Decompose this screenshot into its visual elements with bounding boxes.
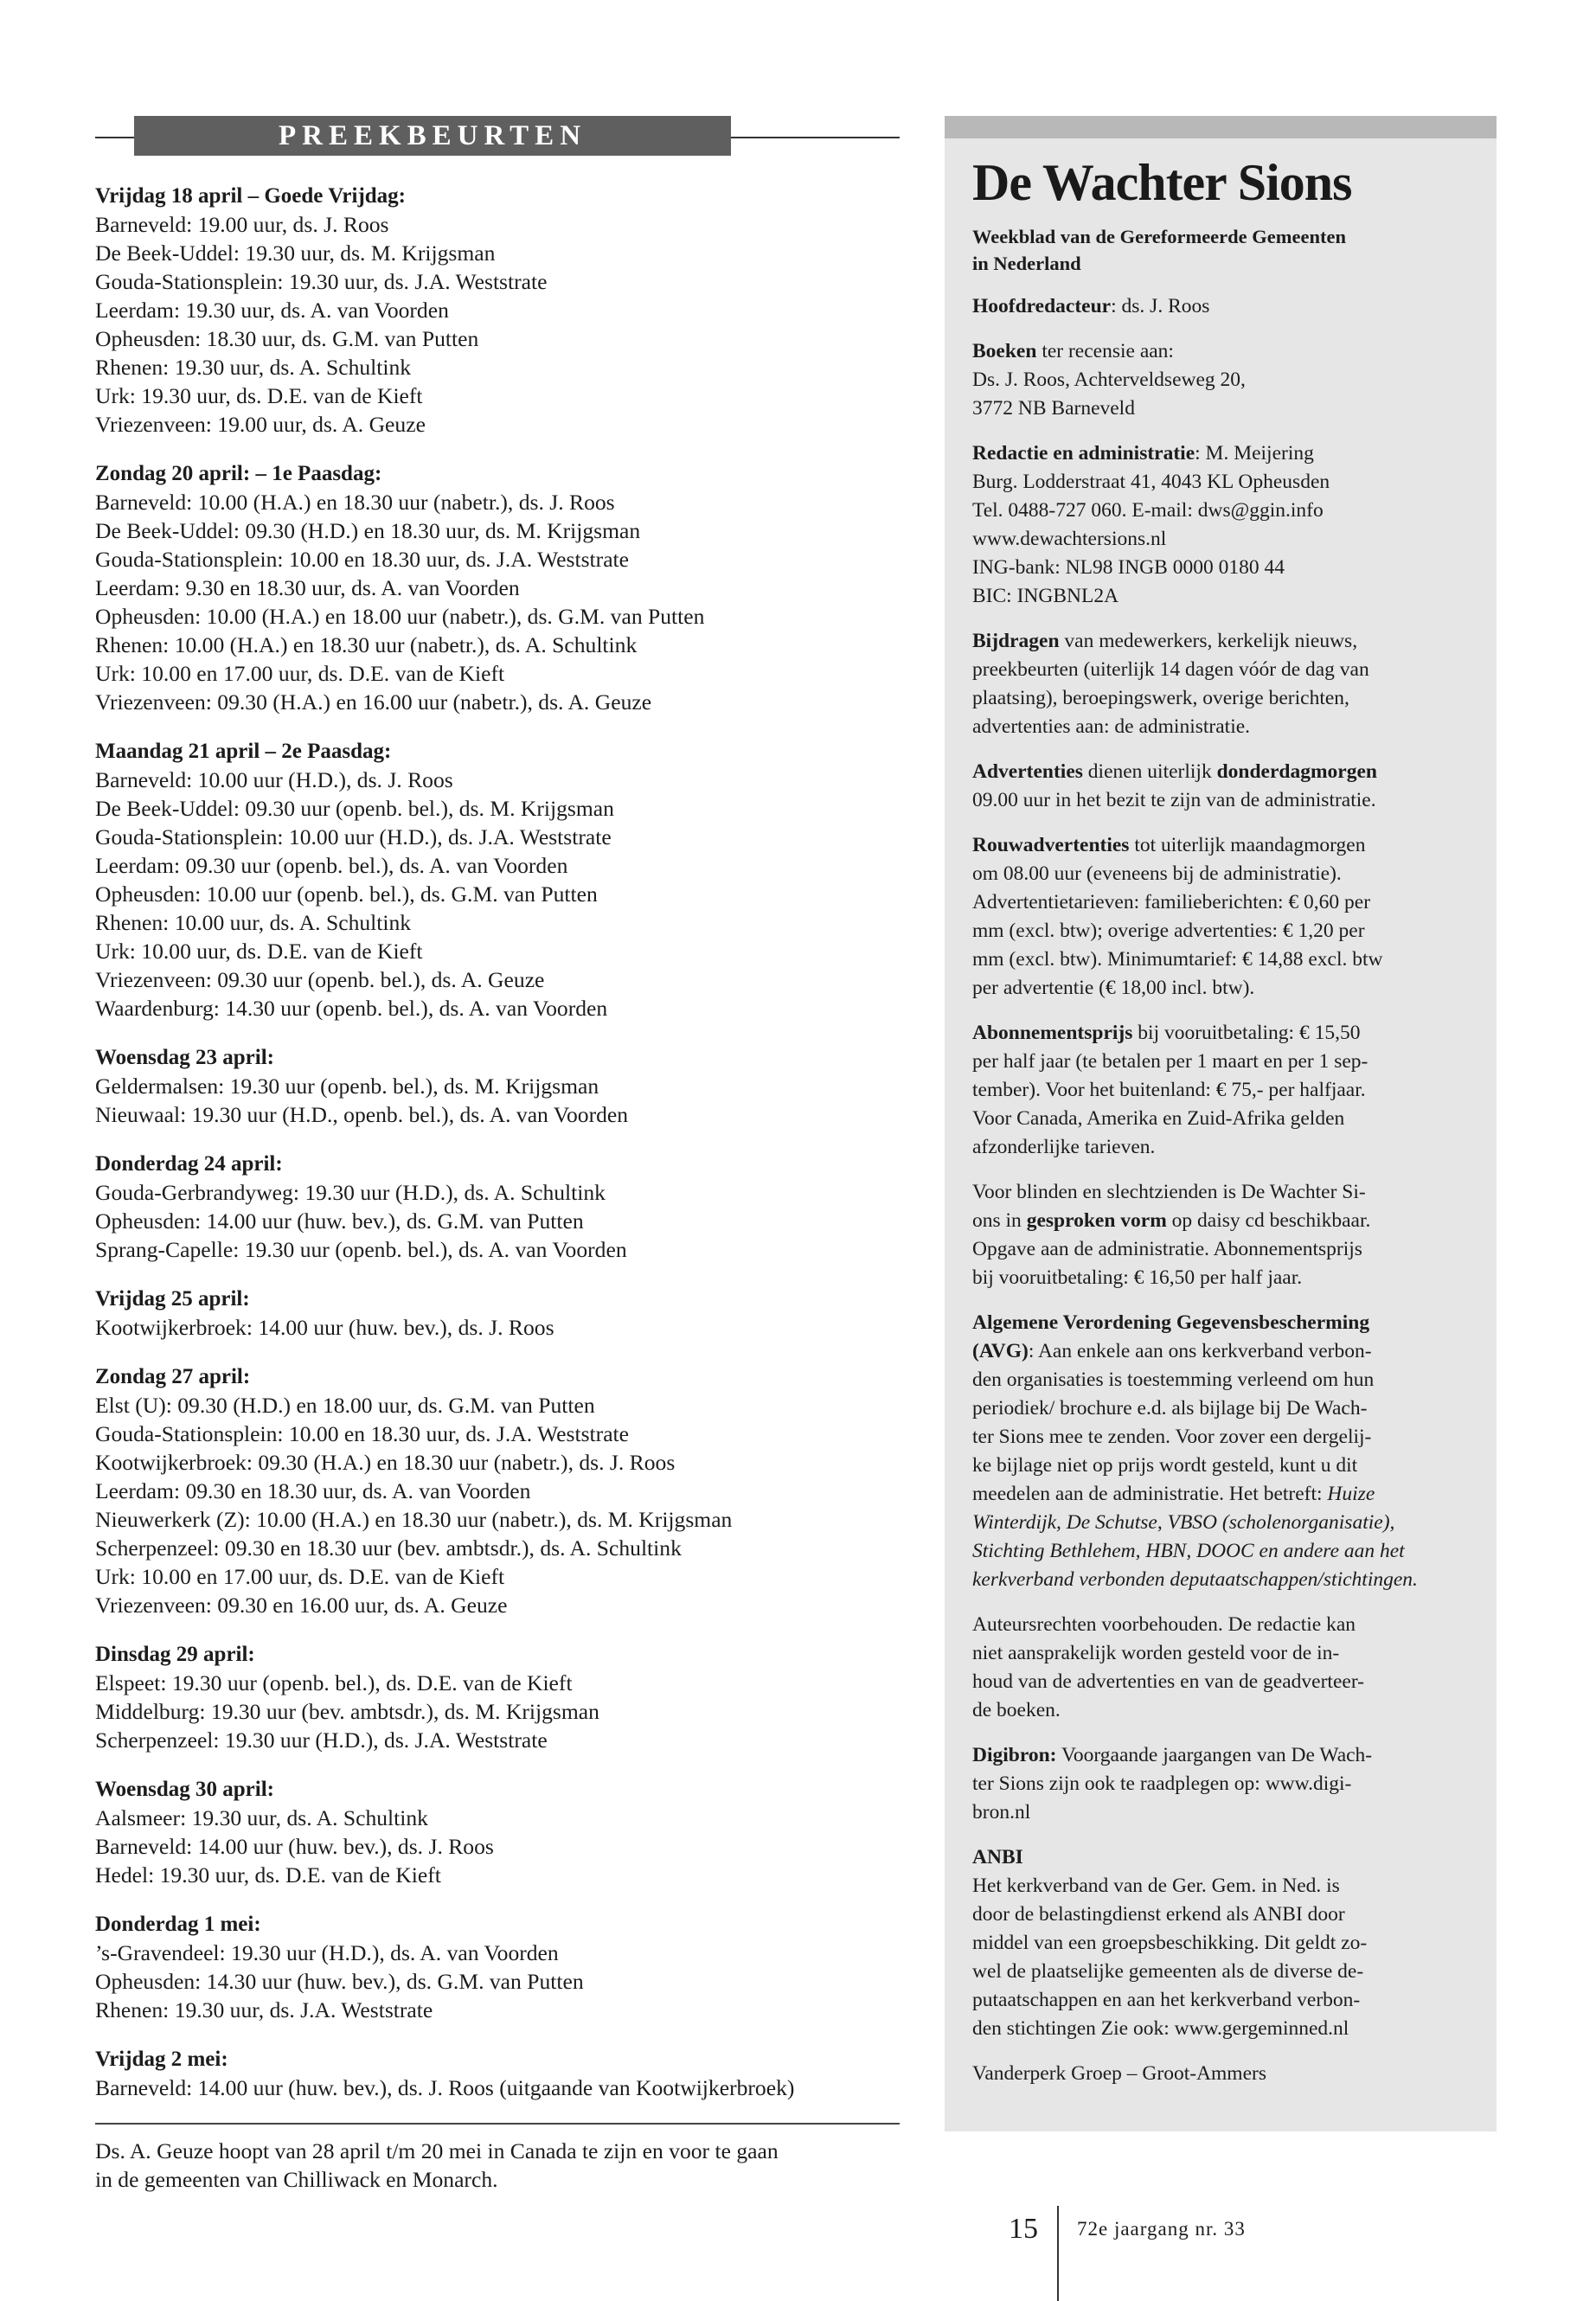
info-line <box>972 2060 1469 2088</box>
day-block <box>95 459 900 716</box>
info-text: houd van de advertenties en van de geadverteer- <box>972 1670 1364 1693</box>
day-title: Donderdag 24 april: <box>95 1152 283 1176</box>
masthead-subtitle-line: in Nederland <box>972 253 1081 274</box>
service-entry: Barneveld: 10.00 (H.A.) en 18.30 uur (nabetr.), ds. J. Roos <box>95 490 615 515</box>
info-line <box>972 1537 1469 1566</box>
service-entry: Gouda-Stationsplein: 19.30 uur, ds. J.A. Weststrate <box>95 269 548 294</box>
info-line <box>972 497 1469 525</box>
info-text: middel van een groepsbeschikking. Dit geldt zo- <box>972 1932 1368 1954</box>
day-block <box>95 182 900 439</box>
info-text: preekbeurten (uiterlijk 14 dagen vóór de dag van <box>972 658 1369 681</box>
info-text: www.dewachtersions.nl <box>972 528 1167 550</box>
info-line <box>972 758 1469 786</box>
info-line <box>972 1309 1469 1337</box>
info-line <box>972 1872 1469 1900</box>
info-text: BIC: INGBNL2A <box>972 585 1119 607</box>
info-text: 3772 NB Barneveld <box>972 397 1135 420</box>
day-list <box>95 182 900 2102</box>
info-text: Het kerkverband van de Ger. Gem. in Ned. is <box>972 1875 1340 1897</box>
info-line <box>972 945 1469 974</box>
info-text: ter Sions mee te zenden. Voor zover een dergelij- <box>972 1426 1372 1448</box>
info-text: tember). Voor het buitenland: € 75,- per halfjaar. <box>972 1079 1366 1101</box>
day-block <box>95 1775 900 1889</box>
info-text: per half jaar (te betalen per 1 maart en per 1 sep- <box>972 1050 1368 1073</box>
info-text: Vanderperk Groep – Groot-Ammers <box>972 2062 1266 2085</box>
service-entry: Opheusden: 14.00 uur (huw. bev.), ds. G.M. van Putten <box>95 1208 584 1234</box>
service-entry: Opheusden: 18.30 uur, ds. G.M. van Putten <box>95 326 479 351</box>
service-entry: Elspeet: 19.30 uur (openb. bel.), ds. D.E. van de Kieft <box>95 1670 573 1695</box>
info-text: bron.nl <box>972 1801 1031 1823</box>
info-text: om 08.00 uur (eveneens bij de administratie). <box>972 862 1342 885</box>
info-block <box>972 1843 1469 2043</box>
service-entry: Leerdam: 19.30 uur, ds. A. van Voorden <box>95 298 449 323</box>
info-text: ons in <box>972 1209 1027 1232</box>
info-block <box>972 1611 1469 1725</box>
info-line <box>972 1843 1469 1872</box>
info-label: Algemene Verordening Gegevensbescherming <box>972 1311 1370 1334</box>
day-block <box>95 1640 900 1754</box>
info-block <box>972 292 1469 321</box>
info-line <box>972 713 1469 741</box>
info-text: dienen uiterlijk <box>1082 760 1217 783</box>
info-line <box>972 525 1469 554</box>
service-entry: Vriezenveen: 09.30 (H.A.) en 16.00 uur (nabetr.), ds. A. Geuze <box>95 689 652 715</box>
info-text: Advertentietarieven: familieberichten: € 0,60 per <box>972 891 1371 913</box>
info-label: gesproken vorm <box>1026 1209 1167 1232</box>
service-entry: De Beek-Uddel: 19.30 uur, ds. M. Krijgsman <box>95 240 496 266</box>
day-block <box>95 2045 900 2102</box>
info-text: Burg. Lodderstraat 41, 4043 KL Opheusden <box>972 471 1330 493</box>
info-line <box>972 337 1469 366</box>
info-block <box>972 627 1469 741</box>
info-line <box>972 582 1469 611</box>
info-text: door de belastingdienst erkend als ANBI door <box>972 1903 1345 1926</box>
day-title: Vrijdag 18 april – Goede Vrijdag: <box>95 184 406 208</box>
info-line <box>972 1509 1469 1537</box>
info-text: van medewerkers, kerkelijk nieuws, <box>1059 630 1358 652</box>
info-line <box>972 366 1469 394</box>
info-label: Rouwadvertenties <box>972 834 1130 856</box>
service-entry: Leerdam: 09.30 uur (openb. bel.), ds. A. van Voorden <box>95 853 568 878</box>
info-line <box>972 917 1469 945</box>
info-text: Auteursrechten voorbehouden. De redactie kan <box>972 1613 1356 1636</box>
info-text: ING-bank: NL98 INGB 0000 0180 44 <box>972 556 1285 579</box>
day-block <box>95 1043 900 1129</box>
info-line <box>972 1611 1469 1639</box>
info-text: wel de plaatselijke gemeenten als de diverse de- <box>972 1960 1364 1983</box>
service-entry: ’s-Gravendeel: 19.30 uur (H.D.), ds. A. van Voorden <box>95 1940 559 1965</box>
info-label: Bijdragen <box>972 630 1060 652</box>
info-text: bij vooruitbetaling: € 15,50 <box>1132 1022 1361 1044</box>
service-entry: Urk: 10.00 en 17.00 uur, ds. D.E. van de Kieft <box>95 1564 505 1589</box>
service-entry: De Beek-Uddel: 09.30 uur (openb. bel.), ds. M. Krijgsman <box>95 796 614 821</box>
info-line <box>972 1264 1469 1292</box>
info-text: ke bijlage niet op prijs wordt gesteld, kunt u dit <box>972 1454 1358 1477</box>
service-entry: Leerdam: 09.30 en 18.30 uur, ds. A. van Voorden <box>95 1478 531 1503</box>
info-text: : ds. J. Roos <box>1111 295 1210 317</box>
info-block <box>972 1741 1469 1827</box>
section-header <box>95 116 900 156</box>
info-label: Hoofdredacteur <box>972 295 1112 317</box>
info-line <box>972 554 1469 582</box>
info-line <box>972 1696 1469 1725</box>
preekbeurten-column <box>95 116 900 2194</box>
masthead-subtitle-line: Weekblad van de Gereformeerde Gemeenten <box>972 226 1346 247</box>
service-entry: Opheusden: 14.30 uur (huw. bev.), ds. G.M. van Putten <box>95 1969 584 1994</box>
info-line <box>972 888 1469 917</box>
service-entry: De Beek-Uddel: 09.30 (H.D.) en 18.30 uur, ds. M. Krijgsman <box>95 518 641 543</box>
day-title: Vrijdag 2 mei: <box>95 2048 228 2071</box>
info-line <box>972 468 1469 497</box>
day-block <box>95 737 900 1022</box>
service-entry: Leerdam: 9.30 en 18.30 uur, ds. A. van Voorden <box>95 575 520 600</box>
service-entry: Nieuwerkerk (Z): 10.00 (H.A.) en 18.30 uur (nabetr.), ds. M. Krijgsman <box>95 1507 733 1532</box>
day-title: Maandag 21 april – 2e Paasdag: <box>95 740 392 763</box>
info-text: Ds. J. Roos, Achterveldseweg 20, <box>972 369 1246 391</box>
service-entry: Rhenen: 19.30 uur, ds. A. Schultink <box>95 355 412 380</box>
info-text: Voor Canada, Amerika en Zuid-Afrika gelden <box>972 1107 1345 1130</box>
info-text: : M. Meijering <box>1195 442 1314 465</box>
service-entry: Kootwijkerbroek: 14.00 uur (huw. bev.), ds. J. Roos <box>95 1315 554 1340</box>
service-entry: Middelburg: 19.30 uur (bev. ambtsdr.), ds. M. Krijgsman <box>95 1699 599 1724</box>
info-line <box>972 1048 1469 1076</box>
info-label: (AVG) <box>972 1340 1029 1362</box>
info-line <box>972 1207 1469 1235</box>
info-text: putaatschappen en aan het kerkverband verbon- <box>972 1989 1361 2011</box>
day-block <box>95 1910 900 2024</box>
day-block <box>95 1285 900 1342</box>
service-entry: Opheusden: 10.00 (H.A.) en 18.00 uur (nabetr.), ds. G.M. van Putten <box>95 604 705 629</box>
info-label: Boeken <box>972 340 1037 362</box>
service-entry: Gouda-Stationsplein: 10.00 en 18.30 uur, ds. J.A. Weststrate <box>95 547 630 572</box>
info-block <box>972 831 1469 1003</box>
info-line <box>972 1394 1469 1423</box>
service-entry: Barneveld: 19.00 uur, ds. J. Roos <box>95 212 389 237</box>
info-block <box>972 2060 1469 2088</box>
service-entry: Gouda-Stationsplein: 10.00 en 18.30 uur, ds. J.A. Weststrate <box>95 1421 630 1446</box>
info-line <box>972 1958 1469 1986</box>
service-entry: Elst (U): 09.30 (H.D.) en 18.00 uur, ds. G.M. van Putten <box>95 1393 595 1418</box>
info-text: ter recensie aan: <box>1036 340 1174 362</box>
info-line <box>972 1423 1469 1452</box>
service-entry: Kootwijkerbroek: 09.30 (H.A.) en 18.30 uur (nabetr.), ds. J. Roos <box>95 1450 676 1475</box>
info-label: Digibron: <box>972 1744 1057 1766</box>
service-entry: Rhenen: 10.00 (H.A.) en 18.30 uur (nabetr.), ds. A. Schultink <box>95 632 638 657</box>
info-line <box>972 1986 1469 2015</box>
info-line <box>972 1668 1469 1696</box>
service-entry: Nieuwaal: 19.30 uur (H.D., openb. bel.), ds. A. van Voorden <box>95 1102 629 1127</box>
service-entry: Waardenburg: 14.30 uur (openb. bel.), ds. A. van Voorden <box>95 996 608 1021</box>
info-line <box>972 1480 1469 1509</box>
volume-info: 72e jaargang nr. 33 <box>1077 2218 1246 2240</box>
info-label: ANBI <box>972 1846 1023 1868</box>
day-title: Woensdag 23 april: <box>95 1046 274 1069</box>
info-line <box>972 656 1469 684</box>
footer-divider <box>1057 2206 1059 2301</box>
info-text: meedelen aan de administratie. Het betreft: <box>972 1483 1328 1505</box>
info-label: Advertenties <box>972 760 1083 783</box>
service-entry: Gouda-Stationsplein: 10.00 uur (H.D.), ds. J.A. Weststrate <box>95 824 612 849</box>
section-title: PREEKBEURTEN <box>134 116 731 156</box>
page-footer <box>0 2197 1596 2301</box>
info-block <box>972 1178 1469 1292</box>
info-line <box>972 292 1469 321</box>
info-block <box>972 337 1469 423</box>
info-block <box>972 758 1469 815</box>
colophon-box <box>945 116 1497 2131</box>
info-line <box>972 831 1469 860</box>
info-text: den organisaties is toestemming verleend om hun <box>972 1368 1375 1391</box>
info-text: mm (excl. btw); overige advertenties: € 1,20 per <box>972 920 1365 942</box>
footnote-line: in de gemeenten van Chilliwack en Monarch. <box>95 2167 498 2192</box>
info-text: afzonderlijke tarieven. <box>972 1136 1156 1158</box>
info-line <box>972 2015 1469 2043</box>
service-entry: Barneveld: 14.00 uur (huw. bev.), ds. J. Roos <box>95 1834 494 1859</box>
info-text: kerkverband verbonden deputaatschappen/stichtingen. <box>972 1568 1418 1591</box>
info-text: de boeken. <box>972 1699 1061 1721</box>
service-entry: Urk: 10.00 en 17.00 uur, ds. D.E. van de Kieft <box>95 661 505 686</box>
service-entry: Sprang-Capelle: 19.30 uur (openb. bel.), ds. A. van Voorden <box>95 1237 627 1262</box>
service-entry: Rhenen: 10.00 uur, ds. A. Schultink <box>95 910 412 935</box>
info-text: Opgave aan de administratie. Abonnementsprijs <box>972 1238 1362 1260</box>
service-entry: Gouda-Gerbrandyweg: 19.30 uur (H.D.), ds. A. Schultink <box>95 1180 606 1205</box>
colophon-info <box>972 292 1469 2088</box>
day-title: Dinsdag 29 april: <box>95 1643 255 1666</box>
info-line <box>972 1798 1469 1827</box>
service-entry: Geldermalsen: 19.30 uur (openb. bel.), ds. M. Krijgsman <box>95 1074 599 1099</box>
info-label: donderdagmorgen <box>1216 760 1377 783</box>
info-text: 09.00 uur in het bezit te zijn van de administratie. <box>972 789 1376 811</box>
service-entry: Vriezenveen: 09.30 en 16.00 uur, ds. A. Geuze <box>95 1593 508 1618</box>
info-line <box>972 1178 1469 1207</box>
masthead-title: De Wachter Sions <box>972 154 1352 211</box>
info-text: plaatsing), beroepingswerk, overige berichten, <box>972 687 1349 709</box>
info-line <box>972 1337 1469 1366</box>
info-line <box>972 1900 1469 1929</box>
day-title: Vrijdag 25 april: <box>95 1287 250 1311</box>
info-text: Tel. 0488-727 060. E-mail: dws@ggin.info <box>972 499 1324 522</box>
day-title: Zondag 20 april: – 1e Paasdag: <box>95 462 382 485</box>
info-line <box>972 1133 1469 1162</box>
info-line <box>972 1639 1469 1668</box>
service-entry: Aalsmeer: 19.30 uur, ds. A. Schultink <box>95 1805 428 1830</box>
info-text: tot uiterlijk maandagmorgen <box>1129 834 1366 856</box>
info-text: den stichtingen Zie ook: www.gergeminned.nl <box>972 2017 1349 2040</box>
service-entry: Urk: 19.30 uur, ds. D.E. van de Kieft <box>95 383 423 408</box>
info-label: Redactie en administratie <box>972 442 1195 465</box>
info-text: periodiek/ brochure e.d. als bijlage bij De Wach- <box>972 1397 1368 1420</box>
info-text: Voor blinden en slechtzienden is De Wachter Si- <box>972 1181 1366 1203</box>
info-text: bij vooruitbetaling: € 16,50 per half jaar. <box>972 1266 1303 1289</box>
info-line <box>972 1366 1469 1394</box>
day-title: Woensdag 30 april: <box>95 1778 274 1801</box>
info-block <box>972 1019 1469 1162</box>
info-line <box>972 1566 1469 1594</box>
info-line <box>972 394 1469 423</box>
info-text: mm (excl. btw). Minimumtarief: € 14,88 excl. btw <box>972 948 1383 971</box>
info-text: niet aansprakelijk worden gesteld voor de in- <box>972 1642 1340 1664</box>
info-label: Abonnementsprijs <box>972 1022 1133 1044</box>
info-line <box>972 860 1469 888</box>
info-line <box>972 1770 1469 1798</box>
service-entry: Scherpenzeel: 09.30 en 18.30 uur (bev. ambtsdr.), ds. A. Schultink <box>95 1535 682 1561</box>
masthead-subtitle <box>972 223 1469 277</box>
info-text: ter Sions zijn ook te raadplegen op: www.digi- <box>972 1772 1352 1795</box>
service-entry: Vriezenveen: 19.00 uur, ds. A. Geuze <box>95 412 426 437</box>
service-entry: Opheusden: 10.00 uur (openb. bel.), ds. G.M. van Putten <box>95 881 598 907</box>
service-entry: Rhenen: 19.30 uur, ds. J.A. Weststrate <box>95 1997 433 2022</box>
day-block <box>95 1362 900 1619</box>
info-line <box>972 439 1469 468</box>
colophon-top-band <box>945 116 1497 138</box>
info-text: Voorgaande jaargangen van De Wach- <box>1056 1744 1373 1766</box>
info-line <box>972 1929 1469 1958</box>
info-text: op daisy cd beschikbaar. <box>1166 1209 1371 1232</box>
info-text: : Aan enkele aan ons kerkverband verbon- <box>1028 1340 1372 1362</box>
info-line <box>972 974 1469 1003</box>
info-line <box>972 786 1469 815</box>
info-line <box>972 1452 1469 1480</box>
info-text: per advertentie (€ 18,00 incl. btw). <box>972 977 1255 999</box>
service-entry: Urk: 10.00 uur, ds. D.E. van de Kieft <box>95 939 423 964</box>
info-text: Stichting Bethlehem, HBN, DOOC en andere aan het <box>972 1540 1405 1562</box>
service-entry: Vriezenveen: 09.30 uur (openb. bel.), ds. A. Geuze <box>95 967 545 992</box>
footnote <box>95 2123 900 2194</box>
service-entry: Barneveld: 10.00 uur (H.D.), ds. J. Roos <box>95 767 453 792</box>
info-text: Winterdijk, De Schutse, VBSO (scholenorganisatie), <box>972 1511 1395 1534</box>
page-number: 15 <box>1009 2213 1038 2245</box>
service-entry: Barneveld: 14.00 uur (huw. bev.), ds. J. Roos (uitgaande van Kootwijkerbroek) <box>95 2075 795 2100</box>
info-block <box>972 439 1469 611</box>
info-block <box>972 1309 1469 1594</box>
day-block <box>95 1150 900 1264</box>
info-line <box>972 627 1469 656</box>
service-entry: Scherpenzeel: 19.30 uur (H.D.), ds. J.A. Weststrate <box>95 1727 548 1753</box>
info-line <box>972 1105 1469 1133</box>
info-line <box>972 1076 1469 1105</box>
info-line <box>972 684 1469 713</box>
info-text: Huize <box>1327 1483 1375 1505</box>
info-line <box>972 1019 1469 1048</box>
info-line <box>972 1741 1469 1770</box>
service-entry: Hedel: 19.30 uur, ds. D.E. van de Kieft <box>95 1862 441 1888</box>
day-title: Zondag 27 april: <box>95 1365 251 1388</box>
info-text: advertenties aan: de administratie. <box>972 715 1251 738</box>
day-title: Donderdag 1 mei: <box>95 1913 261 1936</box>
info-line <box>972 1235 1469 1264</box>
footnote-line: Ds. A. Geuze hoopt van 28 april t/m 20 mei in Canada te zijn en voor te gaan <box>95 2138 779 2163</box>
